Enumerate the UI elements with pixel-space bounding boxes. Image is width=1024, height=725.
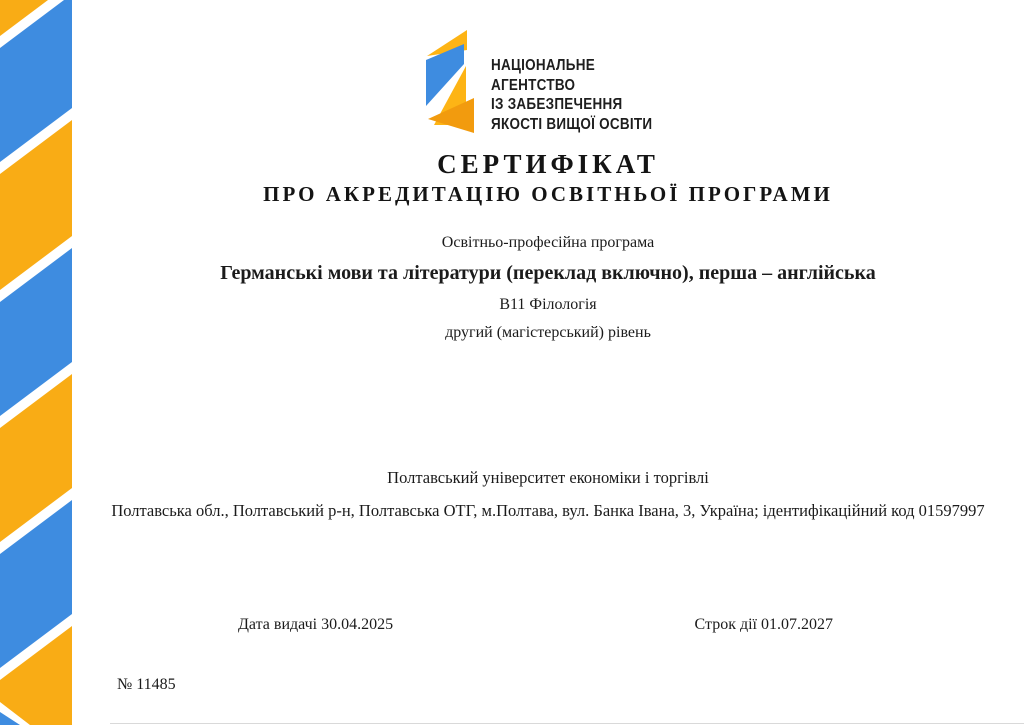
agency-name-line: АГЕНТСТВО bbox=[491, 76, 576, 94]
naqa-logo bbox=[72, 28, 1024, 136]
certificate-number: № 11485 bbox=[117, 676, 176, 693]
naqa-logo-icon bbox=[419, 29, 479, 136]
certificate-subtitle: ПРО АКРЕДИТАЦІЮ ОСВІТНЬОЇ ПРОГРАМИ bbox=[263, 182, 833, 206]
validity-date: Строк дії 01.07.2027 bbox=[694, 616, 833, 633]
page-edge-line bbox=[110, 723, 1024, 724]
issue-date: Дата видачі 30.04.2025 bbox=[238, 616, 394, 633]
certificate-page bbox=[72, 0, 1024, 725]
dates-row bbox=[72, 616, 1024, 634]
institution-address: Полтавська обл., Полтавський р-н, Полтавська ОТГ, м.Полтава, вул. Банка Івана, 3, Україна; ідентифікаційний код 01597997 bbox=[111, 501, 985, 520]
agency-name-line: ІЗ ЗАБЕЗПЕЧЕННЯ bbox=[491, 96, 623, 113]
degree-level: другий (магістерський) рівень bbox=[445, 324, 651, 341]
flag-ribbon-decoration bbox=[0, 0, 72, 725]
institution-name: Полтавський університет економіки і торгівлі bbox=[387, 468, 709, 487]
agency-name-line: НАЦІОНАЛЬНЕ bbox=[491, 57, 596, 74]
specialty-code: В11 Філологія bbox=[499, 296, 597, 313]
program-type: Освітньо-професійна програма bbox=[441, 234, 655, 251]
agency-name bbox=[491, 56, 652, 134]
agency-name-line: ЯКОСТІ ВИЩОЇ ОСВІТИ bbox=[491, 115, 653, 133]
certificate-title: СЕРТИФІКАТ bbox=[437, 149, 659, 179]
program-name: Германські мови та літератури (переклад включно), перша – англійська bbox=[220, 262, 876, 284]
